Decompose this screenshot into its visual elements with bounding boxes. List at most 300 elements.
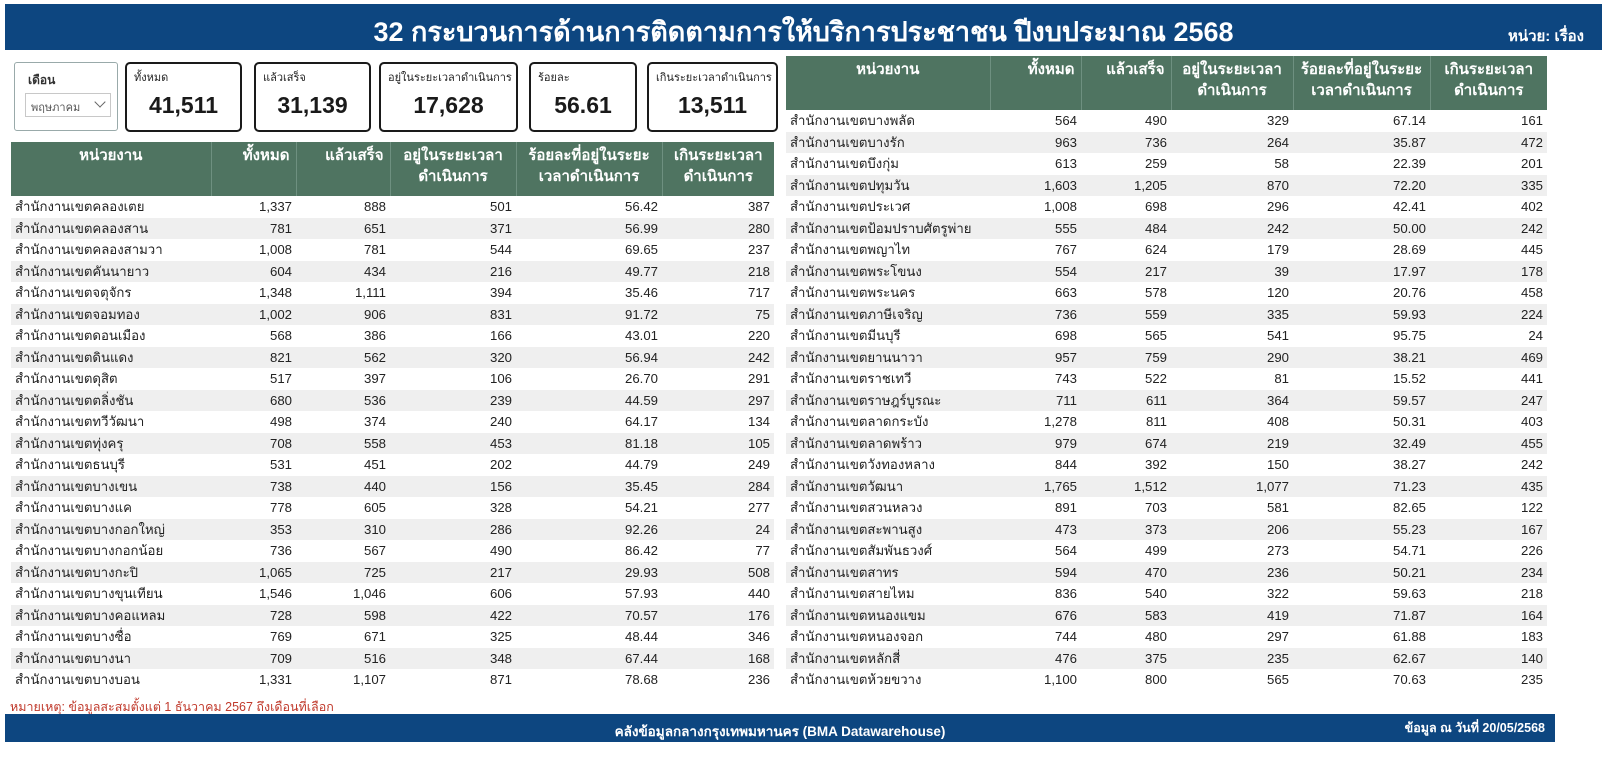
value-cell: 335	[1430, 175, 1547, 197]
value-cell: 781	[296, 239, 390, 261]
district-table-left	[11, 142, 774, 691]
value-cell: 320	[390, 347, 516, 369]
table-row[interactable]	[11, 218, 774, 240]
value-cell: 738	[211, 476, 296, 498]
value-cell: 92.26	[516, 519, 662, 541]
district-name-cell: สำนักงานเขตบางเขน	[11, 476, 211, 498]
value-cell: 598	[296, 605, 390, 627]
value-cell: 1,077	[1171, 476, 1293, 498]
column-header[interactable]: แล้วเสร็จ	[1081, 56, 1171, 110]
table-row[interactable]	[786, 454, 1547, 476]
table-row[interactable]	[11, 454, 774, 476]
value-cell: 1,008	[990, 196, 1081, 218]
value-cell: 769	[211, 626, 296, 648]
value-cell: 29.93	[516, 562, 662, 584]
month-filter	[14, 62, 118, 131]
value-cell: 759	[1081, 347, 1171, 369]
value-cell: 458	[1430, 282, 1547, 304]
value-cell: 568	[211, 325, 296, 347]
table-row[interactable]	[786, 261, 1547, 283]
value-cell: 736	[211, 540, 296, 562]
column-header[interactable]: อยู่ในระยะเวลาดำเนินการ	[390, 142, 516, 196]
value-cell: 106	[390, 368, 516, 390]
value-cell: 249	[662, 454, 774, 476]
table-row[interactable]	[11, 648, 774, 670]
value-cell: 150	[1171, 454, 1293, 476]
value-cell: 70.57	[516, 605, 662, 627]
table-row[interactable]	[11, 196, 774, 218]
table-row[interactable]	[786, 196, 1547, 218]
value-cell: 516	[296, 648, 390, 670]
value-cell: 565	[1081, 325, 1171, 347]
table-row[interactable]	[11, 497, 774, 519]
value-cell: 206	[1171, 519, 1293, 541]
district-name-cell: สำนักงานเขตสาทร	[786, 562, 990, 584]
value-cell: 663	[990, 282, 1081, 304]
district-name-cell: สำนักงานเขตพญาไท	[786, 239, 990, 261]
value-cell: 242	[1171, 218, 1293, 240]
value-cell: 540	[1081, 583, 1171, 605]
table-row[interactable]	[786, 153, 1547, 175]
value-cell: 42.41	[1293, 196, 1430, 218]
district-name-cell: สำนักงานเขตวัฒนา	[786, 476, 990, 498]
kpi-card-overdue	[647, 62, 778, 132]
value-cell: 1,546	[211, 583, 296, 605]
value-cell: 69.65	[516, 239, 662, 261]
table-row[interactable]	[11, 605, 774, 627]
value-cell: 374	[296, 411, 390, 433]
value-cell: 541	[1171, 325, 1293, 347]
value-cell: 371	[390, 218, 516, 240]
value-cell: 472	[1430, 132, 1547, 154]
kpi-value: 41,511	[148, 92, 219, 118]
district-name-cell: สำนักงานเขตคลองเตย	[11, 196, 211, 218]
value-cell: 59.93	[1293, 304, 1430, 326]
table-row[interactable]	[786, 605, 1547, 627]
district-name-cell: สำนักงานเขตป้อมปราบศัตรูพ่าย	[786, 218, 990, 240]
unit-label: หน่วย: เรื่อง	[1507, 28, 1584, 45]
value-cell: 56.42	[516, 196, 662, 218]
value-cell: 836	[990, 583, 1081, 605]
table-row[interactable]	[786, 390, 1547, 412]
district-name-cell: สำนักงานเขตจตุจักร	[11, 282, 211, 304]
value-cell: 329	[1171, 110, 1293, 132]
value-cell: 273	[1171, 540, 1293, 562]
value-cell: 39	[1171, 261, 1293, 283]
value-cell: 709	[211, 648, 296, 670]
value-cell: 264	[1171, 132, 1293, 154]
table-row[interactable]	[786, 562, 1547, 584]
value-cell: 49.77	[516, 261, 662, 283]
district-name-cell: สำนักงานเขตดินแดง	[11, 347, 211, 369]
value-cell: 711	[990, 390, 1081, 412]
table-row[interactable]	[786, 540, 1547, 562]
kpi-label: อยู่ในระยะเวลาดำเนินการ	[388, 72, 512, 84]
table-row[interactable]	[786, 519, 1547, 541]
value-cell: 422	[390, 605, 516, 627]
district-name-cell: สำนักงานเขตบางกอกใหญ่	[11, 519, 211, 541]
kpi-value: 56.61	[554, 92, 612, 118]
value-cell: 86.42	[516, 540, 662, 562]
value-cell: 1,278	[990, 411, 1081, 433]
value-cell: 43.01	[516, 325, 662, 347]
district-name-cell: สำนักงานเขตห้วยขวาง	[786, 669, 990, 691]
value-cell: 728	[211, 605, 296, 627]
value-cell: 164	[1430, 605, 1547, 627]
column-header[interactable]: ทั้งหมด	[990, 56, 1081, 110]
value-cell: 50.21	[1293, 562, 1430, 584]
district-name-cell: สำนักงานเขตพระโขนง	[786, 261, 990, 283]
month-filter-label: เดือน	[28, 73, 56, 87]
value-cell: 680	[211, 390, 296, 412]
value-cell: 455	[1430, 433, 1547, 455]
value-cell: 286	[390, 519, 516, 541]
value-cell: 604	[211, 261, 296, 283]
value-cell: 284	[662, 476, 774, 498]
value-cell: 565	[1171, 669, 1293, 691]
table-row[interactable]	[11, 239, 774, 261]
table-row[interactable]	[786, 648, 1547, 670]
value-cell: 555	[990, 218, 1081, 240]
month-dropdown[interactable]	[25, 93, 111, 117]
district-name-cell: สำนักงานเขตคลองสาน	[11, 218, 211, 240]
value-cell: 484	[1081, 218, 1171, 240]
value-cell: 26.70	[516, 368, 662, 390]
value-cell: 490	[1081, 110, 1171, 132]
value-cell: 522	[1081, 368, 1171, 390]
value-cell: 202	[390, 454, 516, 476]
value-cell: 32.49	[1293, 433, 1430, 455]
value-cell: 364	[1171, 390, 1293, 412]
value-cell: 224	[1430, 304, 1547, 326]
value-cell: 1,008	[211, 239, 296, 261]
value-cell: 38.27	[1293, 454, 1430, 476]
value-cell: 168	[662, 648, 774, 670]
value-cell: 906	[296, 304, 390, 326]
value-cell: 558	[296, 433, 390, 455]
district-name-cell: สำนักงานเขตหลักสี่	[786, 648, 990, 670]
value-cell: 440	[662, 583, 774, 605]
value-cell: 611	[1081, 390, 1171, 412]
value-cell: 606	[390, 583, 516, 605]
value-cell: 56.99	[516, 218, 662, 240]
district-name-cell: สำนักงานเขตบางซื่อ	[11, 626, 211, 648]
district-name-cell: สำนักงานเขตหนองจอก	[786, 626, 990, 648]
district-name-cell: สำนักงานเขตปทุมวัน	[786, 175, 990, 197]
value-cell: 70.63	[1293, 669, 1430, 691]
value-cell: 55.23	[1293, 519, 1430, 541]
value-cell: 24	[1430, 325, 1547, 347]
value-cell: 217	[390, 562, 516, 584]
value-cell: 844	[990, 454, 1081, 476]
value-cell: 140	[1430, 648, 1547, 670]
table-row[interactable]	[786, 239, 1547, 261]
value-cell: 105	[662, 433, 774, 455]
value-cell: 676	[990, 605, 1081, 627]
table-row[interactable]	[11, 669, 774, 691]
value-cell: 811	[1081, 411, 1171, 433]
value-cell: 297	[1171, 626, 1293, 648]
table-row[interactable]	[786, 368, 1547, 390]
value-cell: 453	[390, 433, 516, 455]
value-cell: 736	[990, 304, 1081, 326]
value-cell: 594	[990, 562, 1081, 584]
column-header[interactable]: หน่วยงาน	[11, 142, 211, 196]
value-cell: 554	[990, 261, 1081, 283]
column-header[interactable]: ร้อยละที่อยู่ในระยะเวลาดำเนินการ	[516, 142, 662, 196]
column-header[interactable]: หน่วยงาน	[786, 56, 990, 110]
value-cell: 476	[990, 648, 1081, 670]
value-cell: 387	[662, 196, 774, 218]
table-row[interactable]	[11, 433, 774, 455]
value-cell: 499	[1081, 540, 1171, 562]
value-cell: 183	[1430, 626, 1547, 648]
district-name-cell: สำนักงานเขตมีนบุรี	[786, 325, 990, 347]
value-cell: 831	[390, 304, 516, 326]
value-cell: 20.76	[1293, 282, 1430, 304]
district-name-cell: สำนักงานเขตบางกะปิ	[11, 562, 211, 584]
value-cell: 62.67	[1293, 648, 1430, 670]
value-cell: 469	[1430, 347, 1547, 369]
district-name-cell: สำนักงานเขตสายไหม	[786, 583, 990, 605]
value-cell: 44.59	[516, 390, 662, 412]
district-name-cell: สำนักงานเขตตลิ่งชัน	[11, 390, 211, 412]
value-cell: 445	[1430, 239, 1547, 261]
district-name-cell: สำนักงานเขตบึงกุ่ม	[786, 153, 990, 175]
value-cell: 562	[296, 347, 390, 369]
value-cell: 397	[296, 368, 390, 390]
value-cell: 277	[662, 497, 774, 519]
value-cell: 67.14	[1293, 110, 1430, 132]
value-cell: 38.21	[1293, 347, 1430, 369]
value-cell: 508	[662, 562, 774, 584]
value-cell: 161	[1430, 110, 1547, 132]
table-row[interactable]	[786, 626, 1547, 648]
value-cell: 220	[662, 325, 774, 347]
value-cell: 201	[1430, 153, 1547, 175]
table-row[interactable]	[786, 132, 1547, 154]
value-cell: 408	[1171, 411, 1293, 433]
value-cell: 1,331	[211, 669, 296, 691]
value-cell: 35.46	[516, 282, 662, 304]
value-cell: 242	[1430, 218, 1547, 240]
value-cell: 242	[662, 347, 774, 369]
value-cell: 77	[662, 540, 774, 562]
district-name-cell: สำนักงานเขตประเวศ	[786, 196, 990, 218]
value-cell: 725	[296, 562, 390, 584]
district-name-cell: สำนักงานเขตพระนคร	[786, 282, 990, 304]
table-row[interactable]	[786, 411, 1547, 433]
table-row[interactable]	[786, 497, 1547, 519]
value-cell: 392	[1081, 454, 1171, 476]
value-cell: 239	[390, 390, 516, 412]
value-cell: 59.57	[1293, 390, 1430, 412]
value-cell: 325	[390, 626, 516, 648]
value-cell: 234	[1430, 562, 1547, 584]
value-cell: 247	[1430, 390, 1547, 412]
district-name-cell: สำนักงานเขตบางพลัด	[786, 110, 990, 132]
value-cell: 48.44	[516, 626, 662, 648]
district-name-cell: สำนักงานเขตสวนหลวง	[786, 497, 990, 519]
table-row[interactable]	[786, 175, 1547, 197]
value-cell: 58	[1171, 153, 1293, 175]
value-cell: 613	[990, 153, 1081, 175]
value-cell: 1,512	[1081, 476, 1171, 498]
district-name-cell: สำนักงานเขตลาดกระบัง	[786, 411, 990, 433]
value-cell: 441	[1430, 368, 1547, 390]
value-cell: 81	[1171, 368, 1293, 390]
value-cell: 1,046	[296, 583, 390, 605]
footer-bar	[5, 714, 1555, 742]
value-cell: 473	[990, 519, 1081, 541]
table-row[interactable]	[11, 282, 774, 304]
district-name-cell: สำนักงานเขตบางแค	[11, 497, 211, 519]
table-row[interactable]	[786, 669, 1547, 691]
district-name-cell: สำนักงานเขตบางรัก	[786, 132, 990, 154]
value-cell: 544	[390, 239, 516, 261]
value-cell: 166	[390, 325, 516, 347]
value-cell: 375	[1081, 648, 1171, 670]
value-cell: 35.87	[1293, 132, 1430, 154]
table-row[interactable]	[786, 304, 1547, 326]
value-cell: 235	[1430, 669, 1547, 691]
value-cell: 480	[1081, 626, 1171, 648]
value-cell: 394	[390, 282, 516, 304]
district-name-cell: สำนักงานเขตสัมพันธวงศ์	[786, 540, 990, 562]
table-row[interactable]	[11, 325, 774, 347]
table-row[interactable]	[786, 476, 1547, 498]
value-cell: 122	[1430, 497, 1547, 519]
table-row[interactable]	[11, 261, 774, 283]
footnote: หมายเหตุ: ข้อมูลสะสมตั้งแต่ 1 ธันวาคม 2567 ถึงเดือนที่เลือก	[10, 700, 334, 714]
value-cell: 235	[1171, 648, 1293, 670]
value-cell: 498	[211, 411, 296, 433]
value-cell: 328	[390, 497, 516, 519]
column-header[interactable]: เกินระยะเวลาดำเนินการ	[662, 142, 774, 196]
value-cell: 71.87	[1293, 605, 1430, 627]
value-cell: 1,348	[211, 282, 296, 304]
table-row[interactable]	[786, 218, 1547, 240]
value-cell: 434	[296, 261, 390, 283]
value-cell: 674	[1081, 433, 1171, 455]
value-cell: 259	[1081, 153, 1171, 175]
table-row[interactable]	[786, 583, 1547, 605]
value-cell: 35.45	[516, 476, 662, 498]
value-cell: 743	[990, 368, 1081, 390]
value-cell: 24	[662, 519, 774, 541]
value-cell: 605	[296, 497, 390, 519]
value-cell: 781	[211, 218, 296, 240]
table-row[interactable]	[11, 562, 774, 584]
value-cell: 1,107	[296, 669, 390, 691]
value-cell: 240	[390, 411, 516, 433]
page-title: 32 กระบวนการด้านการติดตามการให้บริการประชาชน ปีงบประมาณ 2568	[373, 17, 1234, 47]
value-cell: 373	[1081, 519, 1171, 541]
district-name-cell: สำนักงานเขตทวีวัฒนา	[11, 411, 211, 433]
kpi-card-total	[125, 62, 242, 132]
district-name-cell: สำนักงานเขตภาษีเจริญ	[786, 304, 990, 326]
value-cell: 888	[296, 196, 390, 218]
value-cell: 95.75	[1293, 325, 1430, 347]
table-row[interactable]	[11, 347, 774, 369]
kpi-card-within-time	[379, 62, 518, 132]
table-row[interactable]	[11, 583, 774, 605]
column-header[interactable]: ทั้งหมด	[211, 142, 296, 196]
kpi-card-completed	[254, 62, 371, 132]
value-cell: 419	[1171, 605, 1293, 627]
value-cell: 178	[1430, 261, 1547, 283]
value-cell: 167	[1430, 519, 1547, 541]
table-row[interactable]	[11, 476, 774, 498]
value-cell: 156	[390, 476, 516, 498]
district-name-cell: สำนักงานเขตธนบุรี	[11, 454, 211, 476]
value-cell: 1,100	[990, 669, 1081, 691]
table-row[interactable]	[786, 282, 1547, 304]
column-header[interactable]: แล้วเสร็จ	[296, 142, 390, 196]
column-header[interactable]: เกินระยะเวลาดำเนินการ	[1430, 56, 1547, 110]
table-row[interactable]	[786, 110, 1547, 132]
table-row[interactable]	[11, 390, 774, 412]
value-cell: 1,065	[211, 562, 296, 584]
value-cell: 291	[662, 368, 774, 390]
table-row[interactable]	[11, 411, 774, 433]
value-cell: 703	[1081, 497, 1171, 519]
district-name-cell: สำนักงานเขตวังทองหลาง	[786, 454, 990, 476]
value-cell: 578	[1081, 282, 1171, 304]
footer-source: คลังข้อมูลกลางกรุงเทพมหานคร (BMA Datawarehouse)	[614, 724, 946, 739]
value-cell: 353	[211, 519, 296, 541]
value-cell: 56.94	[516, 347, 662, 369]
value-cell: 531	[211, 454, 296, 476]
table-row[interactable]	[11, 626, 774, 648]
value-cell: 236	[1171, 562, 1293, 584]
table-row[interactable]	[786, 347, 1547, 369]
value-cell: 1,002	[211, 304, 296, 326]
district-name-cell: สำนักงานเขตบางกอกน้อย	[11, 540, 211, 562]
value-cell: 778	[211, 497, 296, 519]
table-row[interactable]	[11, 304, 774, 326]
kpi-value: 13,511	[677, 92, 748, 118]
value-cell: 403	[1430, 411, 1547, 433]
table-row[interactable]	[786, 433, 1547, 455]
value-cell: 1,765	[990, 476, 1081, 498]
value-cell: 17.97	[1293, 261, 1430, 283]
district-name-cell: สำนักงานเขตทุ่งครุ	[11, 433, 211, 455]
value-cell: 470	[1081, 562, 1171, 584]
value-cell: 50.31	[1293, 411, 1430, 433]
value-cell: 402	[1430, 196, 1547, 218]
district-name-cell: สำนักงานเขตบางนา	[11, 648, 211, 670]
value-cell: 15.52	[1293, 368, 1430, 390]
value-cell: 717	[662, 282, 774, 304]
table-row[interactable]	[786, 325, 1547, 347]
value-cell: 297	[662, 390, 774, 412]
table-row[interactable]	[11, 540, 774, 562]
kpi-label: ร้อยละ	[538, 72, 570, 84]
table-row[interactable]	[11, 368, 774, 390]
district-name-cell: สำนักงานเขตคลองสามวา	[11, 239, 211, 261]
district-name-cell: สำนักงานเขตสะพานสูง	[786, 519, 990, 541]
column-header[interactable]: ร้อยละที่อยู่ในระยะเวลาดำเนินการ	[1293, 56, 1430, 110]
value-cell: 57.93	[516, 583, 662, 605]
value-cell: 891	[990, 497, 1081, 519]
table-row[interactable]	[11, 519, 774, 541]
value-cell: 217	[1081, 261, 1171, 283]
value-cell: 67.44	[516, 648, 662, 670]
value-cell: 517	[211, 368, 296, 390]
column-header[interactable]: อยู่ในระยะเวลาดำเนินการ	[1171, 56, 1293, 110]
value-cell: 348	[390, 648, 516, 670]
